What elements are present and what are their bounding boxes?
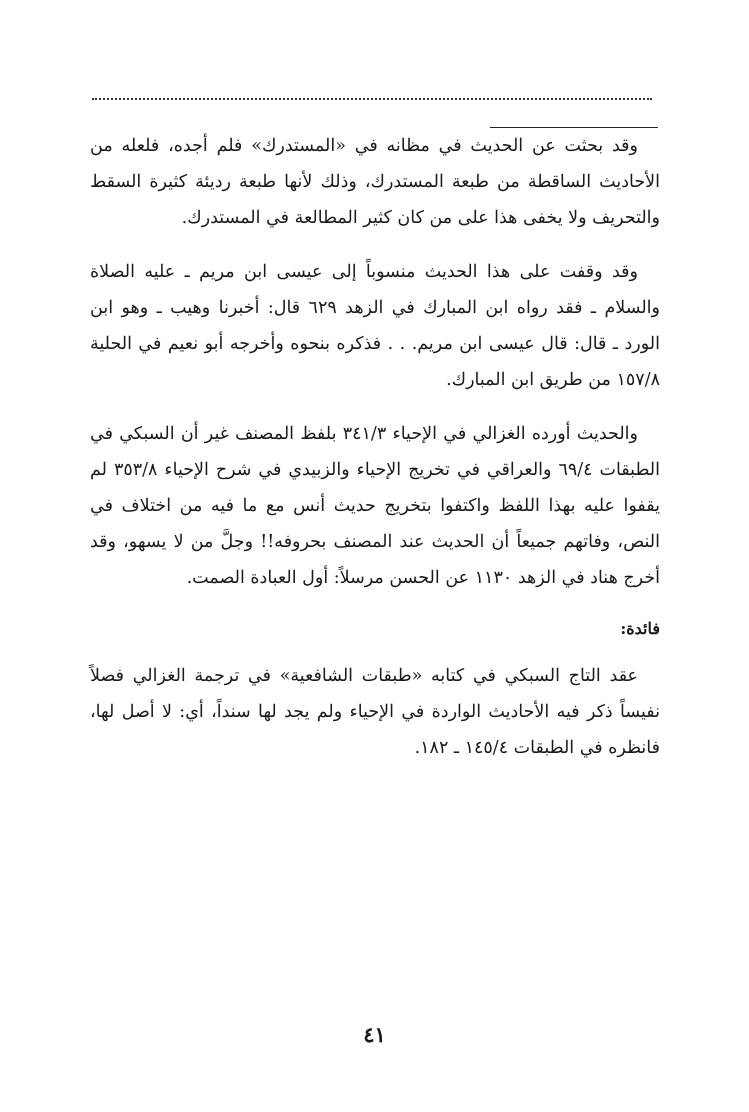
note-paragraph: عقد التاج السبكي في كتابه «طبقات الشافعية» في ترجمة الغزالي فصلاً نفيساً ذكر فيه الأحاديث الواردة في الإحياء ولم يجد لها سنداً، أي: لا أصل لها، فانظره في الطبقات ١٤٥/٤ ـ ١٨٢. — [90, 666, 660, 758]
footnote-paragraph-3: والحديث أورده الغزالي في الإحياء ٣٤١/٣ بلفظ المصنف غير أن السبكي في الطبقات ٦٩/٤ والعراقي في تخريج الإحياء والزبيدي في شرح الإحياء ٣٥٣/٨ لم يقفوا عليه بهذا اللفظ واكتفوا بتخريج حديث أنس مع ما فيه من اختلاف في النص، وفاتهم جميعاً أن الحديث عند المصنف بحروفه!! وجلَّ من لا يسهو، وقد أخرج هناد في الزهد ١١٣٠ عن الحسن مرسلاً: أول العبادة الصمت. — [90, 424, 660, 588]
footnote-body — [90, 128, 660, 784]
note-heading: فائدة: — [620, 619, 660, 638]
footnote-paragraph-2: وقد وقفت على هذا الحديث منسوباً إلى عيسى ابن مريم ـ عليه الصلاة والسلام ـ فقد رواه ابن المبارك في الزهد ٦٢٩ قال: أخبرنا وهيب ـ وهو ابن الورد ـ قال: قال عيسى ابن مريم. . . فذكره بنحوه وأخرجه أبو نعيم في الحلية ١٥٧/٨ من طريق ابن المبارك. — [90, 262, 660, 390]
dotted-separator — [92, 98, 652, 100]
page-number: ٤١ — [363, 1022, 386, 1047]
footnote-paragraph-1: وقد بحثت عن الحديث في مظانه في «المستدرك» فلم أجده، فلعله من الأحاديث الساقطة من طبعة المستدرك، وذلك لأنها طبعة رديئة كثيرة السقط والتحريف ولا يخفى هذا على من كان كثير المطالعة في المستدرك. — [90, 136, 660, 228]
